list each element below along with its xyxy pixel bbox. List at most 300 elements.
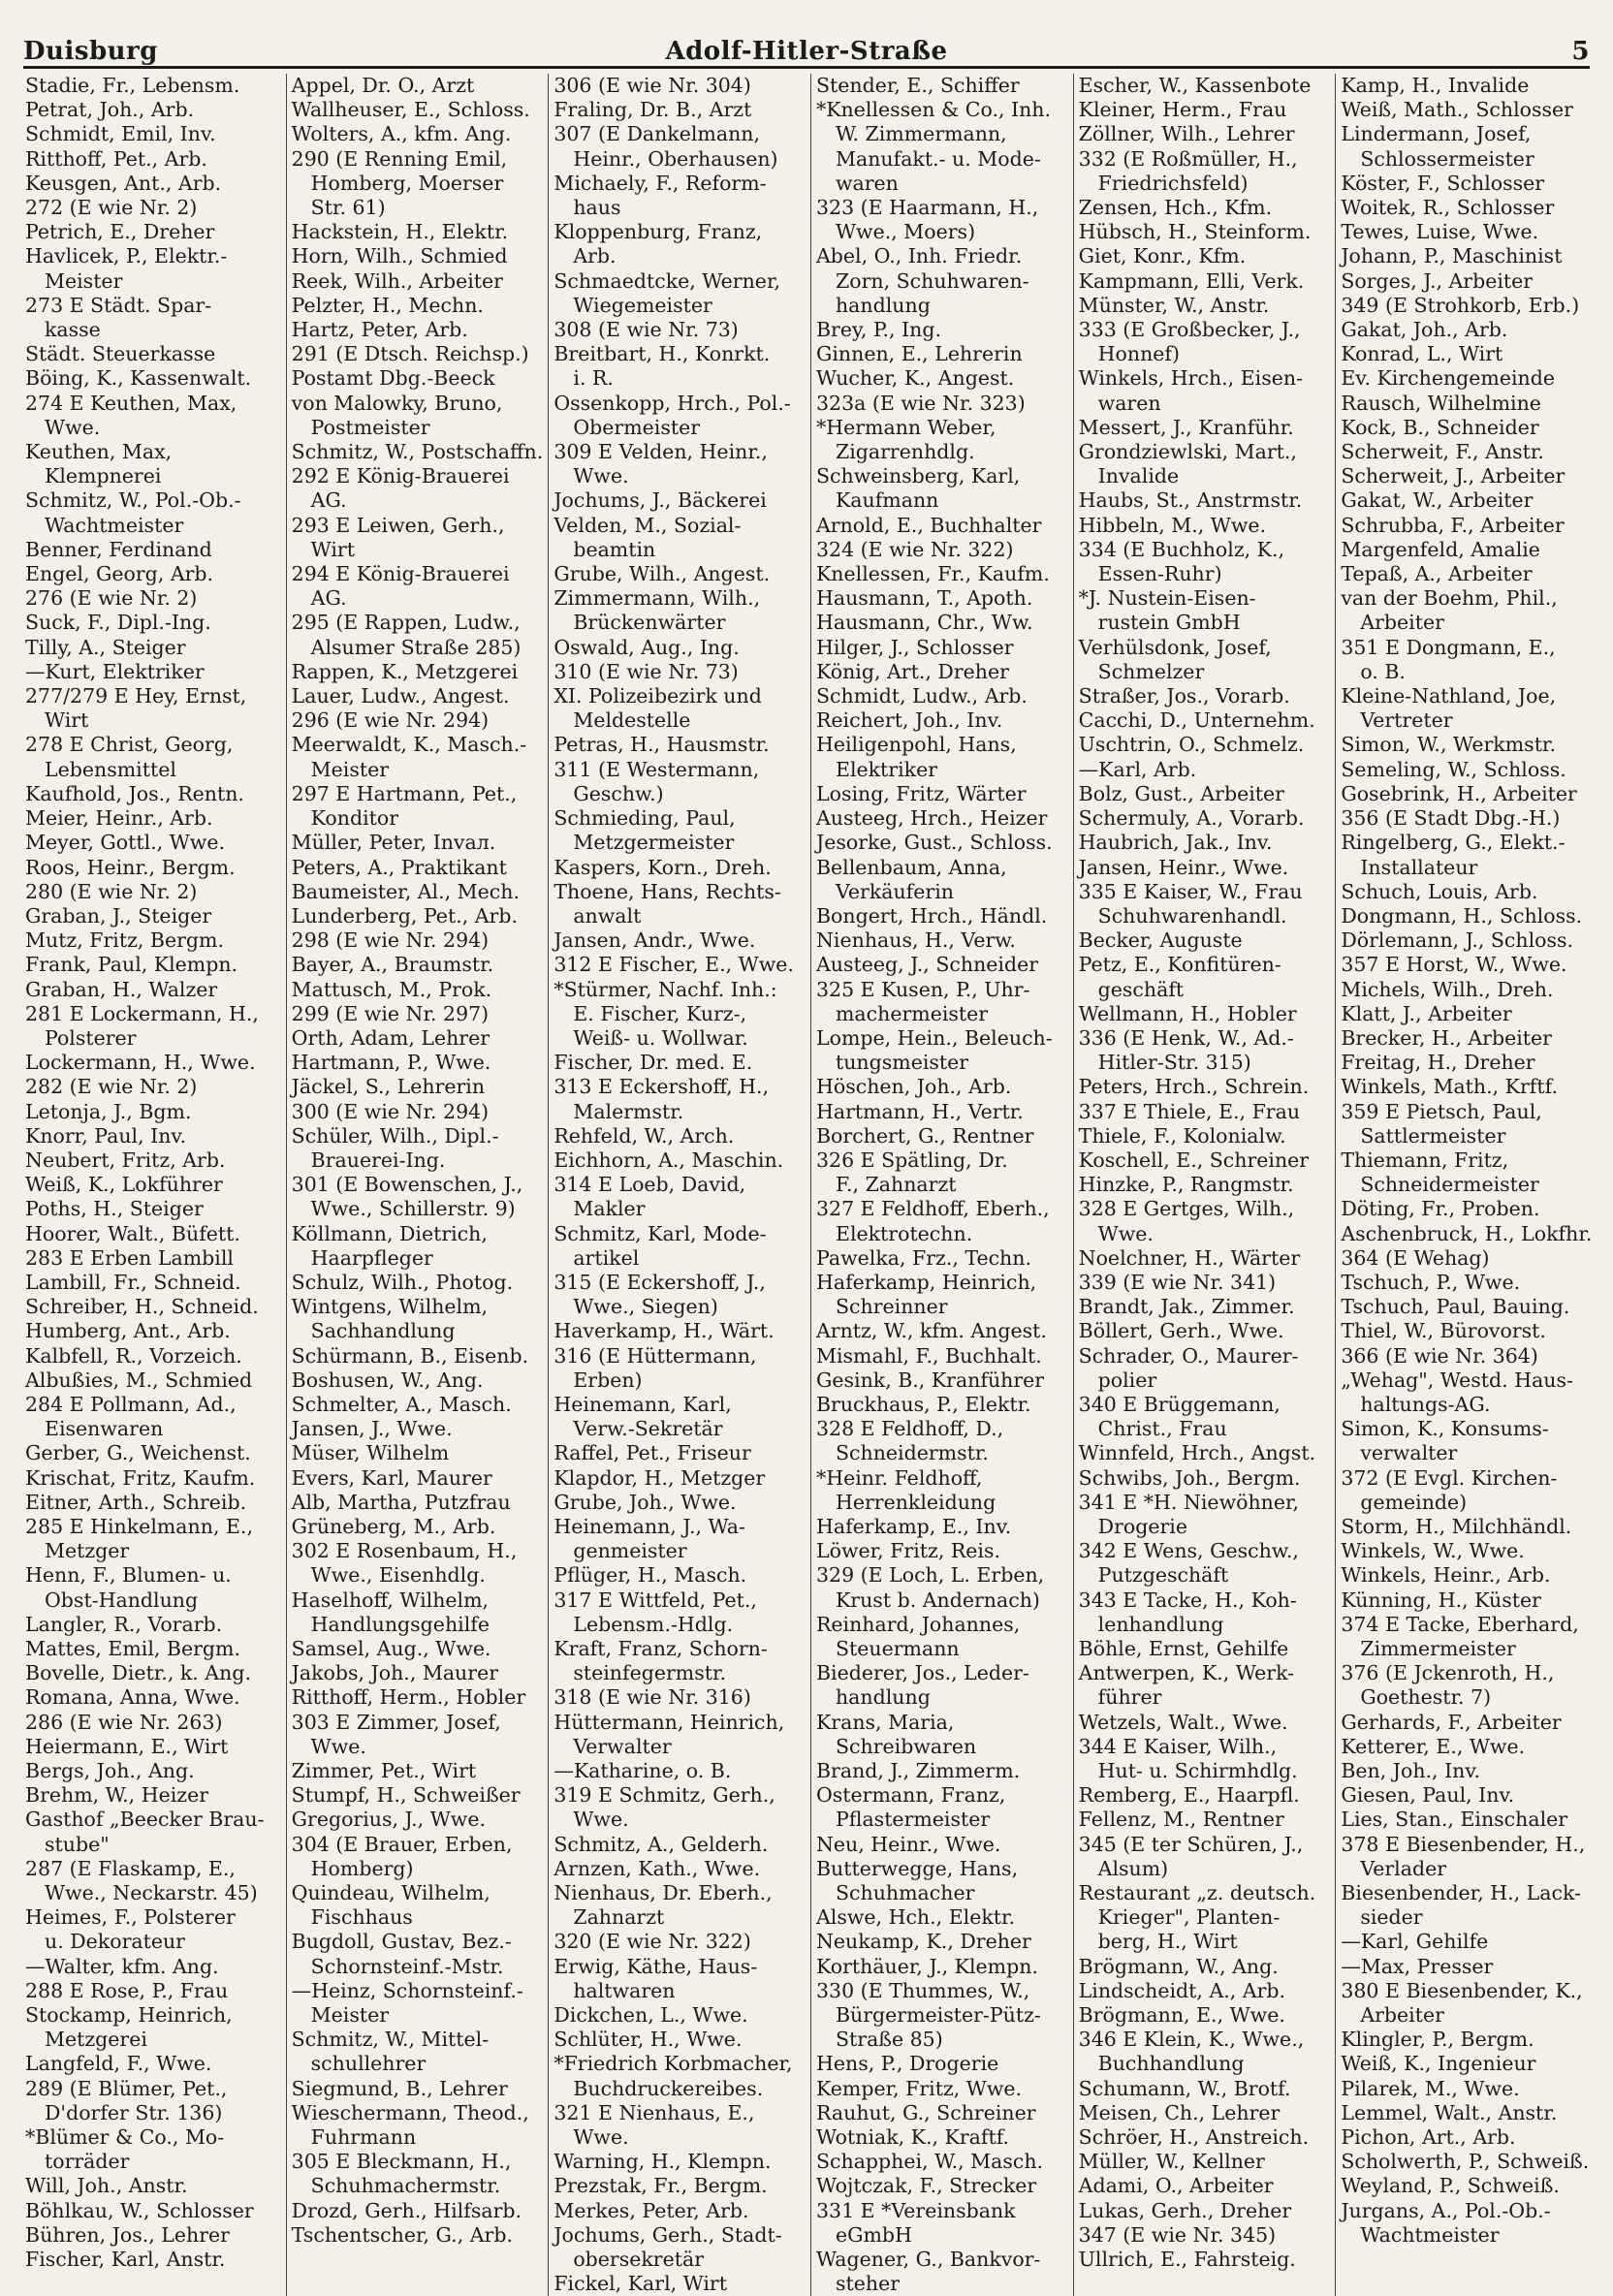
directory-entry-line: Simon, K., Konsums-	[1341, 1417, 1549, 1441]
directory-entry-line: Malermstr.	[573, 1099, 684, 1123]
directory-entry-line: beamtin	[573, 537, 656, 561]
directory-entry-line: 345 (E ter Schüren, J.,	[1078, 1832, 1304, 1856]
directory-entry-line: 308 (E wie Nr. 73)	[553, 318, 739, 342]
directory-entry-line: „Wehag", Westd. Haus-	[1341, 1368, 1573, 1392]
directory-entry-line: Schermuly, A., Vorarb.	[1078, 806, 1305, 831]
directory-entry-line: Albußies, M., Schmied	[25, 1368, 253, 1392]
directory-entry-line: Alsumer Straße 285)	[310, 635, 522, 659]
directory-entry-line: Lebensm.-Hdlg.	[573, 1612, 734, 1636]
directory-entry-line: 286 (E wie Nr. 263)	[25, 1710, 223, 1734]
directory-entry-line: Schreibwaren	[835, 1734, 977, 1758]
directory-entry-line: AG.	[310, 586, 347, 611]
directory-entry-line: Pflastermeister	[835, 1808, 991, 1832]
directory-entry-line: 283 E Erben Lambill	[25, 1245, 234, 1270]
directory-entry-line: Stumpf, H., Schweißer	[291, 1783, 521, 1808]
directory-entry-line: 356 (E Stadt Dbg.-H.)	[1341, 806, 1561, 831]
directory-entry-line: Verw.-Sekretär	[573, 1417, 723, 1441]
directory-entry-line: o. B.	[1360, 659, 1406, 683]
directory-entry-line: Ev. Kirchengemeinde	[1341, 366, 1556, 391]
directory-entry-line: Haubrich, Jak., Inv.	[1078, 831, 1273, 855]
directory-entry-line: 290 (E Renning Emil,	[291, 146, 508, 171]
directory-entry-line: Wellmann, H., Hobler	[1078, 1001, 1297, 1025]
directory-entry-line: Köster, F., Schlosser	[1341, 171, 1545, 195]
directory-entry-line: Jochums, J., Bäckerei	[553, 488, 767, 513]
directory-entry-line: genmeister	[573, 1539, 687, 1563]
directory-entry-line: 277/279 E Hey, Ernst,	[25, 684, 247, 708]
directory-entry-line: Haferkamp, Heinrich,	[815, 1270, 1037, 1294]
directory-entry-line: Freitag, H., Dreher	[1341, 1051, 1535, 1075]
directory-entry-line: Fischhaus	[310, 1905, 413, 1930]
directory-entry-line: Heinemann, Karl,	[553, 1392, 732, 1416]
directory-entry-line: —Katharine, o. B.	[553, 1759, 732, 1783]
directory-entry-line: Storm, H., Milchhändl.	[1341, 1514, 1572, 1538]
directory-entry-line: kasse	[45, 318, 101, 342]
directory-entry-line: 311 (E Westermann,	[553, 757, 760, 781]
directory-entry-line: gemeinde)	[1360, 1490, 1468, 1514]
directory-entry-line: Reichert, Joh., Inv.	[815, 708, 1003, 733]
directory-entry-line: Adami, O., Arbeiter	[1078, 2174, 1274, 2198]
directory-entry-line: 344 E Kaiser, Wilh.,	[1078, 1734, 1278, 1758]
street-heading: Adolf-Hitler-Straße	[665, 37, 948, 66]
directory-entry-line: Humberg, Ant., Arb.	[25, 1319, 231, 1343]
directory-entry-line: Gosebrink, H., Arbeiter	[1341, 781, 1577, 805]
directory-entry-line: Wolters, A., kfm. Ang.	[291, 122, 512, 146]
directory-entry-line: Uschtrin, O., Schmelz.	[1078, 733, 1305, 757]
directory-entry-line: Alswe, Hch., Elektr.	[815, 1905, 1016, 1930]
directory-entry-line: sieder	[1360, 1905, 1423, 1930]
directory-entry-line: Alsum)	[1097, 1856, 1169, 1880]
directory-entry-line: Michels, Wilh., Dreh.	[1341, 977, 1554, 1001]
directory-entry-line: haltwaren	[573, 1978, 676, 2002]
directory-entry-line: Kleine-Nathland, Joe,	[1341, 684, 1557, 708]
directory-entry-line: Grube, Joh., Wwe.	[553, 1490, 737, 1514]
directory-entry-line: Kaufmann	[835, 488, 939, 513]
directory-entry-line: 304 (E Brauer, Erben,	[291, 1832, 513, 1856]
directory-entry-line: Putzgeschäft	[1097, 1563, 1229, 1588]
directory-entry-line: Ritthoff, Pet., Arb.	[25, 146, 207, 171]
directory-entry-line: Schapphei, W., Masch.	[815, 2150, 1044, 2174]
directory-entry-line: Fischer, Karl, Anstr.	[25, 2248, 226, 2272]
directory-entry-line: Schumann, W., Brotf.	[1078, 2076, 1291, 2100]
directory-entry-line: Hausmann, Chr., Ww.	[815, 611, 1033, 635]
directory-entry-line: Prezstak, Fr., Bergm.	[553, 2174, 768, 2198]
directory-entry-line: Fellenz, M., Rentner	[1078, 1808, 1284, 1832]
directory-entry-line: Schmelter, A., Masch.	[291, 1392, 512, 1416]
directory-entry-line: Heimes, F., Polsterer	[25, 1905, 236, 1930]
directory-entry-line: 337 E Thiele, E., Frau	[1078, 1099, 1301, 1123]
directory-entry-line: 306 (E wie Nr. 304)	[553, 74, 751, 97]
directory-entry-line: Kaufhold, Jos., Rentn.	[25, 781, 244, 805]
directory-entry-line: Obst-Handlung	[45, 1588, 199, 1612]
directory-entry-line: Döting, Fr., Proben.	[1341, 1197, 1540, 1221]
directory-entry-line: Hübsch, H., Steinform.	[1078, 220, 1312, 244]
directory-entry-line: Mattes, Emil, Bergm.	[25, 1637, 240, 1660]
directory-entry-line: *Knellessen & Co., Inh.	[815, 98, 1052, 122]
directory-entry-line: Jurgans, A., Pol.-Ob.-	[1341, 2198, 1551, 2222]
directory-entry-line: Bürgermeister-Pütz-	[835, 2003, 1041, 2028]
directory-entry-line: Meldestelle	[573, 708, 691, 733]
directory-entry-line: —Walter, kfm. Ang.	[25, 1954, 219, 1978]
directory-entry-line: Thoene, Hans, Rechts-	[553, 879, 781, 903]
directory-entry-line: Keuthen, Max,	[25, 440, 173, 464]
directory-entry-line: Zensen, Hch., Kfm.	[1078, 196, 1273, 220]
directory-entry-line: Krans, Maria,	[815, 1710, 955, 1734]
directory-entry-line: Bayer, A., Braumstr.	[291, 953, 494, 977]
directory-entry-line: 374 E Tacke, Eberhard,	[1341, 1612, 1579, 1636]
directory-entry-line: 293 E Leiwen, Gerh.,	[291, 513, 505, 537]
directory-entry-line: Drogerie	[1097, 1514, 1187, 1538]
directory-entry-line: Kampmann, Elli, Verk.	[1078, 268, 1305, 293]
directory-entry-line: Meyer, Gottl., Wwe.	[25, 831, 225, 855]
directory-entry-line: Bühren, Jos., Lehrer	[25, 2222, 230, 2247]
directory-entry-line: Neu, Heinr., Wwe.	[815, 1832, 1001, 1856]
directory-entry-line: Schrader, O., Maurer-	[1078, 1343, 1299, 1368]
directory-entry-line: Postamt Dbg.-Beeck	[291, 366, 495, 391]
directory-entry-line: 343 E Tacke, H., Koh-	[1078, 1588, 1297, 1612]
directory-entry-line: Thiel, W., Bürovorst.	[1341, 1319, 1546, 1343]
directory-entry-line: Wallheuser, E., Schloss.	[291, 98, 530, 122]
directory-entry-line: Peters, Hrch., Schrein.	[1078, 1075, 1310, 1099]
directory-entry-line: F., Zahnarzt	[835, 1173, 957, 1197]
directory-entry-line: Köllmann, Dietrich,	[291, 1221, 488, 1245]
directory-entry-line: Verkäuferin	[835, 879, 954, 903]
directory-entry-line: Losing, Fritz, Wärter	[815, 781, 1027, 805]
directory-entry-line: Brauerei-Ing.	[310, 1148, 446, 1172]
directory-entry-line: Bongert, Hrch., Händl.	[815, 903, 1048, 928]
directory-entry-line: AG.	[310, 488, 347, 513]
directory-entry-line: Geschw.)	[573, 781, 664, 805]
directory-entry-line: Zimmermann, Wilh.,	[553, 586, 761, 611]
directory-entry-line: Messert, J., Kranführ.	[1078, 415, 1294, 439]
directory-entry-line: Merkes, Peter, Arb.	[553, 2198, 749, 2222]
directory-entry-line: Lemmel, Walt., Anstr.	[1341, 2100, 1558, 2124]
directory-entry-line: Hoorer, Walt., Büfett.	[25, 1221, 240, 1245]
directory-entry-line: 276 (E wie Nr. 2)	[25, 586, 198, 611]
directory-entry-line: Lambill, Fr., Schneid.	[25, 1270, 241, 1294]
directory-entry-line: 341 E *H. Niewöhner,	[1078, 1490, 1300, 1514]
directory-entry-line: Schüler, Wilh., Dipl.-	[291, 1123, 499, 1148]
directory-entry-line: Lockermann, H., Wwe.	[25, 1051, 256, 1075]
directory-entry-line: Gesink, B., Kranführer	[815, 1368, 1045, 1392]
directory-entry-line: Schreiber, H., Schneid.	[25, 1295, 259, 1319]
directory-entry-line: 339 (E wie Nr. 341)	[1078, 1270, 1277, 1294]
directory-entry-line: Ritthoff, Herm., Hobler	[291, 1685, 526, 1710]
directory-entry-line: 315 (E Eckershoff, J.,	[553, 1270, 766, 1294]
directory-entry-line: Schürmann, B., Eisenb.	[291, 1343, 529, 1368]
directory-entry-line: Schornsteinf.-Mstr.	[310, 1954, 504, 1978]
directory-entry-line: 329 (E Loch, L. Erben,	[815, 1563, 1045, 1588]
directory-entry-line: 307 (E Dankelmann,	[553, 122, 761, 146]
directory-entry-line: Schmitz, A., Gelderh.	[553, 1832, 769, 1856]
directory-entry-line: Fickel, Karl, Wirt	[553, 2272, 727, 2296]
directory-entry-line: Giet, Konr., Kfm.	[1078, 244, 1247, 268]
directory-entry-line: Austeeg, J., Schneider	[815, 953, 1039, 977]
directory-entry-line: Ossenkopp, Hrch., Pol.-	[553, 391, 791, 415]
directory-entry-line: E. Fischer, Kurz-,	[573, 1001, 747, 1025]
directory-entry-line: Hackstein, H., Elektr.	[291, 220, 509, 244]
directory-entry-line: Zorn, Schuhwaren-	[835, 268, 1029, 293]
directory-entry-line: —Kurt, Elektriker	[25, 659, 205, 683]
directory-entry-line: Str. 61)	[310, 196, 386, 220]
directory-entry-line: Jochums, Gerh., Stadt-	[553, 2222, 782, 2247]
directory-entry-line: Schmitz, W., Pol.-Ob.-	[25, 488, 241, 513]
directory-entry-line: Makler	[573, 1197, 646, 1221]
directory-entry-line: Arnzen, Kath., Wwe.	[553, 1856, 761, 1880]
directory-entry-line: 364 (E Wehag)	[1341, 1245, 1490, 1270]
directory-entry-line: 273 E Städt. Spar-	[25, 293, 212, 317]
directory-entry-line: Rappen, K., Metzgerei	[291, 659, 519, 683]
directory-entry-line: Wwe.	[310, 1734, 366, 1758]
directory-entry-line: Herrenkleidung	[835, 1490, 996, 1514]
directory-entry-line: Schreinner	[835, 1295, 948, 1319]
directory-entry-line: Letonja, J., Bgm.	[25, 1099, 192, 1123]
directory-entry-line: eGmbH	[835, 2222, 912, 2247]
directory-entry-line: Haferkamp, E., Inv.	[815, 1514, 1012, 1538]
directory-entry-line: 330 (E Thummes, W.,	[815, 1978, 1030, 2002]
directory-entry-line: Margenfeld, Amalie	[1341, 537, 1540, 561]
directory-entry-line: Reek, Wilh., Arbeiter	[291, 268, 503, 293]
directory-entry-line: Bergs, Joh., Ang.	[25, 1759, 195, 1783]
directory-entry-line: 376 (E Jckenroth, H.,	[1341, 1661, 1555, 1685]
directory-entry-line: Wwe.	[1097, 1221, 1154, 1245]
directory-entry-line: Brand, J., Zimmerm.	[815, 1759, 1021, 1783]
directory-entry-line: Mismahl, F., Buchhalt.	[815, 1343, 1042, 1368]
directory-entry-line: Scholwerth, P., Schweiß.	[1341, 2150, 1590, 2174]
directory-entry-line: Korthäuer, J., Klempn.	[815, 1954, 1038, 1978]
directory-entry-line: *Heinr. Feldhoff,	[815, 1465, 983, 1490]
directory-entry-line: Bolz, Gust., Arbeiter	[1078, 781, 1284, 805]
directory-entry-line: Antwerpen, K., Werk-	[1078, 1661, 1295, 1685]
directory-entry-line: König, Art., Dreher	[815, 659, 1009, 683]
directory-entry-line: Biederer, Jos., Leder-	[815, 1661, 1029, 1685]
directory-entry-line: Schuhwarenhandl.	[1097, 903, 1287, 928]
directory-entry-line: Wirt	[45, 708, 89, 733]
directory-entry-line: —Heinz, Schornsteinf.-	[291, 1978, 523, 2002]
directory-entry-line: Vertreter	[1360, 708, 1453, 733]
directory-entry-line: Schwibs, Joh., Bergm.	[1078, 1465, 1301, 1490]
directory-entry-line: Zahnarzt	[573, 1905, 665, 1930]
directory-entry-line: 314 E Loeb, David,	[553, 1173, 746, 1197]
directory-entry-line: Konditor	[310, 806, 399, 831]
directory-entry-line: Michaely, F., Reform-	[553, 171, 767, 195]
directory-entry-line: Weiß, K., Lokführer	[25, 1173, 223, 1197]
directory-entry-line: 294 E König-Brauerei	[291, 562, 510, 586]
directory-entry-line: Steuermann	[835, 1637, 960, 1660]
directory-entry-line: Weiß, Math., Schlosser	[1341, 98, 1573, 122]
directory-entry-line: Ullrich, E., Fahrsteig.	[1078, 2248, 1296, 2272]
directory-entry-line: Invalide	[1097, 464, 1180, 488]
directory-entry-line: Winkels, W., Wwe.	[1341, 1539, 1525, 1563]
directory-entry-line: 334 (E Buchholz, K.,	[1078, 537, 1285, 561]
directory-entry-line: 281 E Lockermann, H.,	[25, 1001, 259, 1025]
directory-entry-line: Wwe., Siegen)	[573, 1295, 718, 1319]
directory-entry-line: waren	[1097, 391, 1161, 415]
directory-entry-line: Schneidermstr.	[835, 1441, 989, 1465]
directory-entry-line: Handlungsgehilfe	[310, 1612, 490, 1636]
directory-entry-line: Haubs, St., Anstrmstr.	[1078, 488, 1303, 513]
directory-entry-line: Wiegemeister	[573, 293, 712, 317]
directory-entry-line: Weyland, P., Schweiß.	[1341, 2174, 1560, 2198]
directory-entry-line: Wachtmeister	[1360, 2222, 1500, 2247]
directory-entry-line: Pilarek, M., Wwe.	[1341, 2076, 1520, 2100]
directory-entry-line: Wwe., Eisenhdlg.	[310, 1563, 486, 1588]
directory-entry-line: Koschell, E., Schreiner	[1078, 1148, 1310, 1172]
directory-entry-line: Woitek, R., Schlosser	[1341, 196, 1555, 220]
directory-entry-line: Lunderberg, Pet., Arb.	[291, 903, 518, 928]
directory-entry-line: 378 E Biesenbender, H.,	[1341, 1832, 1586, 1856]
directory-entry-line: Lukas, Gerh., Dreher	[1078, 2198, 1292, 2222]
directory-entry-line: 323 (E Haarmann, H.,	[815, 196, 1039, 220]
directory-entry-line: schullehrer	[310, 2052, 427, 2076]
directory-entry-line: Fuhrmann	[310, 2125, 417, 2150]
directory-entry-line: 299 (E wie Nr. 297)	[291, 1001, 490, 1025]
directory-entry-line: torräder	[45, 2150, 130, 2174]
directory-entry-line: Boshusen, W., Ang.	[291, 1368, 484, 1392]
directory-entry-line: Höschen, Joh., Arb.	[815, 1075, 1012, 1099]
directory-entry-line: Langler, R., Vorarb.	[25, 1612, 223, 1636]
directory-entry-line: 312 E Fischer, E., Wwe.	[553, 953, 794, 977]
directory-entry-line: —Karl, Arb.	[1078, 757, 1197, 781]
directory-entry-line: Friedrichsfeld)	[1097, 171, 1249, 195]
directory-entry-line: *J. Nustein-Eisen-	[1078, 586, 1256, 611]
directory-entry-line: Ben, Joh., Inv.	[1341, 1759, 1481, 1783]
directory-entry-line: Hausmann, T., Apoth.	[815, 586, 1033, 611]
directory-entry-line: Austeeg, Hrch., Heizer	[815, 806, 1048, 831]
directory-entry-line: 323a (E wie Nr. 323)	[815, 391, 1026, 415]
directory-entry-line: Schneidermeister	[1360, 1173, 1539, 1197]
directory-entry-line: polier	[1097, 1368, 1157, 1392]
directory-entry-line: 278 E Christ, Georg,	[25, 733, 234, 757]
directory-entry-line: Arbeiter	[1360, 2003, 1444, 2028]
directory-entry-line: Kraft, Franz, Schorn-	[553, 1637, 768, 1660]
directory-entry-line: Schlossermeister	[1360, 146, 1534, 171]
directory-entry-line: Manufakt.- u. Mode-	[835, 146, 1041, 171]
directory-entry-line: Butterwegge, Hans,	[815, 1856, 1019, 1880]
directory-entry-line: 274 E Keuthen, Max,	[25, 391, 237, 415]
directory-entry-line: Orth, Adam, Lehrer	[291, 1025, 490, 1050]
column-5	[1073, 74, 1336, 2296]
directory-entry-line: Kleiner, Herm., Frau	[1078, 98, 1287, 122]
directory-entry-line: Brandt, Jak., Zimmer.	[1078, 1295, 1295, 1319]
directory-entry-line: Reinhard, Johannes,	[815, 1612, 1021, 1636]
directory-entry-line: Abel, O., Inh. Friedr.	[815, 244, 1023, 268]
directory-entry-line: Müller, Peter, Invaл.	[291, 831, 496, 855]
directory-entry-line: Schmidt, Ludw., Arb.	[815, 684, 1028, 708]
directory-entry-line: 331 E *Vereinsbank	[815, 2198, 1016, 2222]
directory-entry-line: XI. Polizeibezirk und	[553, 684, 762, 708]
directory-entry-line: stube"	[45, 1832, 110, 1856]
directory-entry-line: Bruckhaus, P., Elektr.	[815, 1392, 1031, 1416]
directory-entry-line: Tepaß, A., Arbeiter	[1341, 562, 1533, 586]
directory-entry-line: Erben)	[573, 1368, 643, 1392]
directory-entry-line: Arb.	[573, 244, 617, 268]
directory-entry-line: Schmelzer	[1097, 659, 1205, 683]
directory-entry-line: Havlicek, P., Elektr.-	[25, 244, 228, 268]
directory-entry-line: Gregorius, J., Wwe.	[291, 1808, 486, 1832]
directory-entry-line: 372 (E Evgl. Kirchen-	[1341, 1465, 1558, 1490]
directory-entry-line: waren	[835, 171, 899, 195]
directory-entry-line: Pawelka, Frz., Techn.	[815, 1245, 1031, 1270]
directory-entry-line: Meier, Heinr., Arb.	[25, 806, 213, 831]
directory-entry-line: Scherweit, J., Arbeiter	[1341, 464, 1566, 488]
directory-entry-line: 317 E Wittfeld, Pet.,	[553, 1588, 757, 1612]
directory-entry-line: 332 (E Roßmüller, H.,	[1078, 146, 1298, 171]
directory-entry-line: Borchert, G., Rentner	[815, 1123, 1034, 1148]
directory-entry-line: 359 E Pietsch, Paul,	[1341, 1099, 1542, 1123]
directory-entry-line: steher	[835, 2272, 901, 2296]
directory-entry-line: Meister	[310, 757, 390, 781]
directory-entry-line: Wieschermann, Theod.,	[291, 2100, 529, 2124]
directory-entry-line: Bugdoll, Gustav, Bez.-	[291, 1930, 512, 1954]
column-3	[548, 74, 810, 2296]
directory-entry-line: Meister	[310, 2003, 390, 2028]
directory-entry-line: Neubert, Fritz, Arb.	[25, 1148, 226, 1172]
directory-entry-line: Rauhut, G., Schreiner	[815, 2100, 1036, 2124]
directory-entry-line: Petrich, E., Dreher	[25, 220, 215, 244]
directory-entry-line: Schweinsberg, Karl,	[815, 464, 1021, 488]
directory-entry-line: Kloppenburg, Franz,	[553, 220, 763, 244]
directory-entry-line: Tschuch, Paul, Bauing.	[1341, 1295, 1570, 1319]
directory-entry-line: 298 (E wie Nr. 294)	[291, 928, 490, 953]
directory-entry-line: Velden, M., Sozial-	[553, 513, 742, 537]
directory-entry-line: Nienhaus, H., Verw.	[815, 928, 1016, 953]
directory-entry-line: Wintgens, Wilhelm,	[291, 1295, 489, 1319]
directory-entry-line: Roos, Heinr., Bergm.	[25, 855, 236, 879]
directory-entry-line: Schmaedtcke, Werner,	[553, 268, 781, 293]
directory-entry-line: handlung	[835, 293, 931, 317]
directory-entry-line: Langfeld, F., Wwe.	[25, 2052, 212, 2076]
directory-entry-line: Hartmann, H., Vertr.	[815, 1099, 1024, 1123]
city-heading: Duisburg	[23, 37, 158, 66]
directory-entry-line: Böhlkau, W., Schlosser	[25, 2198, 254, 2222]
directory-entry-line: Dickchen, L., Wwe.	[553, 2003, 748, 2028]
directory-entry-line: obersekretär	[573, 2248, 704, 2272]
directory-entry-line: 346 E Klein, K., Wwe.,	[1078, 2028, 1305, 2052]
directory-entry-line: Eisenwaren	[45, 1417, 164, 1441]
directory-entry-line: Becker, Auguste	[1078, 928, 1243, 953]
directory-entry-line: 282 (E wie Nr. 2)	[25, 1075, 198, 1099]
directory-entry-line: Münster, W., Anstr.	[1078, 293, 1270, 317]
directory-entry-line: 347 (E wie Nr. 345)	[1078, 2222, 1277, 2247]
directory-entry-line: Hartmann, P., Wwe.	[291, 1051, 491, 1075]
directory-entry-line: Lompe, Hein., Beleuch-	[815, 1025, 1053, 1050]
directory-entry-line: Wwe.	[573, 464, 629, 488]
directory-entry-line: Eichhorn, A., Maschin.	[553, 1148, 784, 1172]
directory-entry-line: Samsel, Aug., Wwe.	[291, 1637, 491, 1660]
directory-entry-line: Hüttermann, Heinrich,	[553, 1710, 785, 1734]
directory-entry-line: rustein GmbH	[1097, 611, 1241, 635]
directory-entry-line: 318 (E wie Nr. 316)	[553, 1685, 751, 1710]
directory-entry-line: Wwe.	[573, 2125, 629, 2150]
directory-entry-line: 320 (E wie Nr. 322)	[553, 1930, 751, 1954]
directory-entry-line: Fischer, Dr. med. E.	[553, 1051, 753, 1075]
directory-entry-line: 309 E Velden, Heinr.,	[553, 440, 768, 464]
directory-entry-line: Keusgen, Ant., Arb.	[25, 171, 222, 195]
directory-entry-line: Warning, H., Klempn.	[553, 2150, 772, 2174]
directory-entry-line: Schuch, Louis, Arb.	[1341, 879, 1538, 903]
directory-entry-line: Jäckel, S., Lehrerin	[291, 1075, 486, 1099]
directory-entry-line: D'dorfer Str. 136)	[45, 2100, 223, 2124]
directory-entry-line: Eitner, Arth., Schreib.	[25, 1490, 247, 1514]
directory-entry-line: Schulz, Wilh., Photog.	[291, 1270, 514, 1294]
directory-entry-line: Jesorke, Gust., Schloss.	[815, 831, 1053, 855]
directory-entry-line: 328 E Feldhoff, D.,	[815, 1417, 1004, 1441]
directory-entry-line: Ostermann, Franz,	[815, 1783, 1006, 1808]
directory-entry-line: Verwalter	[573, 1734, 672, 1758]
directory-entry-line: 272 (E wie Nr. 2)	[25, 196, 198, 220]
directory-entry-line: 288 E Rose, P., Frau	[25, 1978, 229, 2002]
directory-entry-line: Meisen, Ch., Lehrer	[1078, 2100, 1281, 2124]
